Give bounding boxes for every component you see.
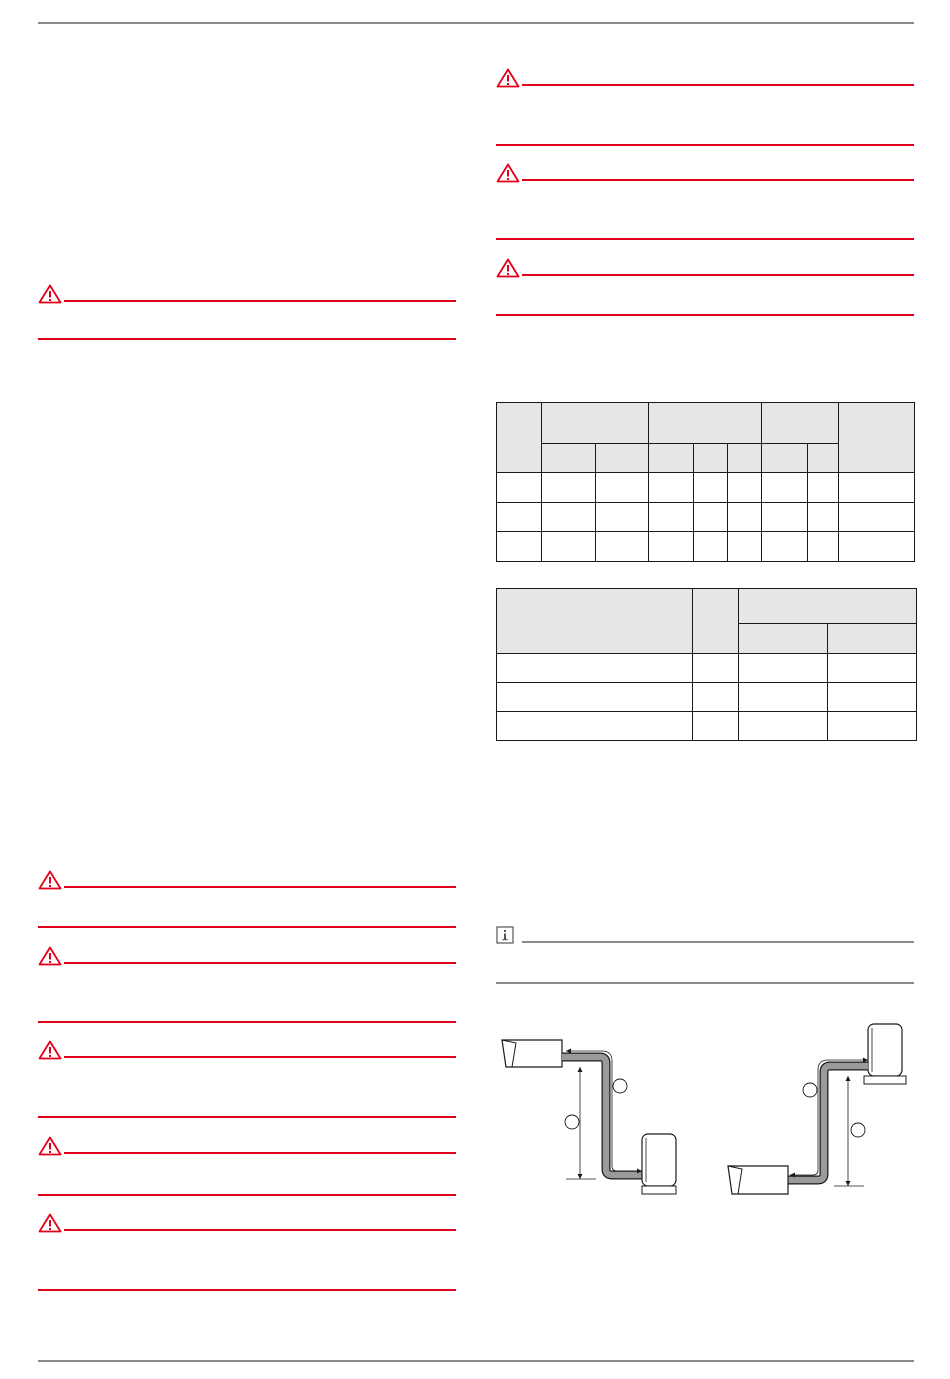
table-header-cell xyxy=(739,624,828,654)
warning-triangle-icon xyxy=(38,1136,62,1156)
warning-bottom-rule xyxy=(38,1194,456,1196)
table-header-cell xyxy=(497,589,693,654)
header-rule xyxy=(38,22,914,24)
warning-box xyxy=(38,946,456,1023)
warning-top-rule xyxy=(64,300,456,302)
table-header-cell xyxy=(828,624,917,654)
table-row xyxy=(497,712,917,741)
warning-top-rule xyxy=(64,1229,456,1231)
table-header-cell xyxy=(728,444,762,473)
warning-box xyxy=(38,284,456,340)
warning-bottom-rule xyxy=(38,926,456,928)
footer-rule xyxy=(38,1360,914,1362)
warning-bottom-rule xyxy=(38,1289,456,1291)
table-row xyxy=(497,473,915,503)
info-bottom-rule xyxy=(496,982,914,984)
table-header-cell xyxy=(739,589,917,624)
callout-marker xyxy=(565,1115,579,1129)
warning-triangle-icon xyxy=(496,68,520,88)
info-i-icon xyxy=(496,926,514,944)
warning-box xyxy=(38,1213,456,1291)
warning-bottom-rule xyxy=(496,144,914,146)
outdoor-unit-shape xyxy=(868,1024,902,1076)
callout-marker xyxy=(613,1079,627,1093)
warning-triangle-icon xyxy=(496,258,520,278)
warning-bottom-rule xyxy=(38,338,456,340)
indoor-unit-above-outdoor-diagram xyxy=(496,1030,686,1210)
warning-triangle-icon xyxy=(38,284,62,304)
warning-bottom-rule xyxy=(496,238,914,240)
warning-triangle-icon xyxy=(38,946,62,966)
warning-top-rule xyxy=(64,1056,456,1058)
specs-table-1 xyxy=(496,402,915,562)
table-header-cell xyxy=(762,403,839,444)
indoor-unit-shape xyxy=(728,1166,788,1194)
warning-bottom-rule xyxy=(38,1021,456,1023)
table-header-cell xyxy=(649,403,762,444)
table-header-cell xyxy=(762,444,808,473)
table-header-cell xyxy=(808,444,839,473)
warning-top-rule xyxy=(64,962,456,964)
table-row xyxy=(497,654,917,683)
warning-box xyxy=(38,1040,456,1118)
indoor-unit-shape xyxy=(502,1040,562,1067)
warning-triangle-icon xyxy=(38,1040,62,1060)
table-header-cell xyxy=(542,444,596,473)
specs-table-2 xyxy=(496,588,917,741)
callout-marker xyxy=(803,1083,817,1097)
callout-marker xyxy=(851,1123,865,1137)
warning-top-rule xyxy=(522,179,914,181)
warning-box xyxy=(496,258,914,316)
warning-top-rule xyxy=(522,84,914,86)
warning-box xyxy=(38,1136,456,1196)
table-row xyxy=(497,532,915,562)
table-row xyxy=(497,683,917,712)
warning-box xyxy=(496,68,914,146)
table-row xyxy=(497,503,915,532)
table-header-cell xyxy=(596,444,649,473)
warning-triangle-icon xyxy=(38,1213,62,1233)
table-header-cell xyxy=(694,444,728,473)
info-top-rule xyxy=(522,941,914,943)
info-note xyxy=(496,926,914,984)
outdoor-unit-shape xyxy=(642,1134,676,1186)
warning-triangle-icon xyxy=(38,870,62,890)
warning-top-rule xyxy=(64,1152,456,1154)
table-header-cell xyxy=(839,403,915,473)
warning-box xyxy=(496,163,914,240)
warning-bottom-rule xyxy=(38,1116,456,1118)
table-header-cell xyxy=(693,589,739,654)
warning-top-rule xyxy=(522,274,914,276)
warning-top-rule xyxy=(64,886,456,888)
warning-box xyxy=(38,870,456,928)
outdoor-unit-above-indoor-diagram xyxy=(724,1018,916,1198)
warning-triangle-icon xyxy=(496,163,520,183)
table-header-cell xyxy=(497,403,542,473)
warning-bottom-rule xyxy=(496,314,914,316)
table-header-cell xyxy=(649,444,694,473)
table-header-cell xyxy=(542,403,649,444)
